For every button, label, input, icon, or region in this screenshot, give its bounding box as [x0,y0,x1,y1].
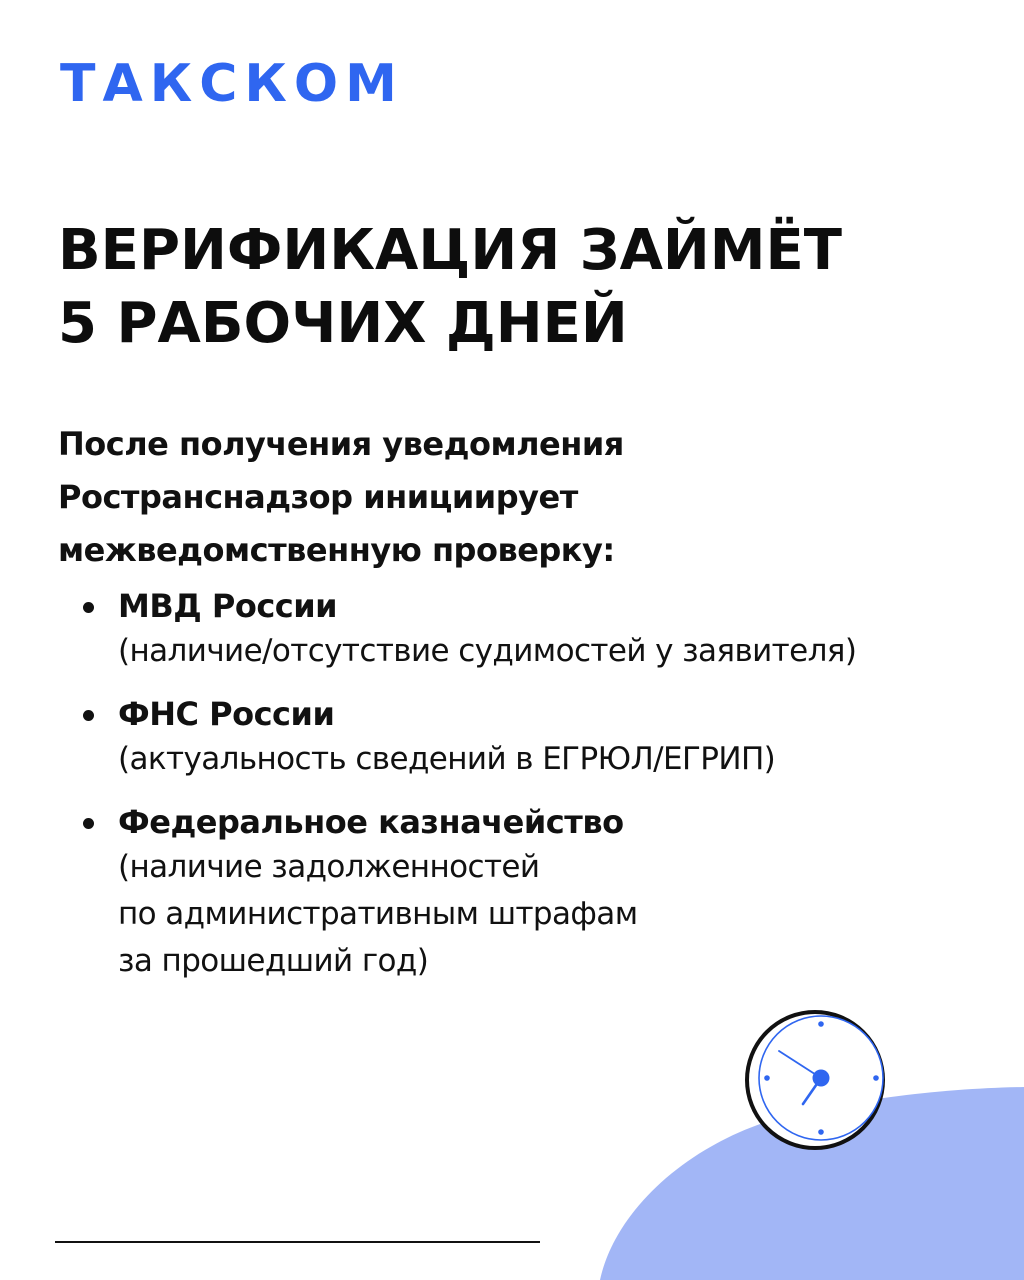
list-item-title: МВД России [118,587,338,625]
intro-line-2: Ространснадзор инициирует [58,478,578,516]
page-title-line-2: 5 РАБОЧИХ ДНЕЙ [58,291,628,356]
list-item-description: (актуальность сведений в ЕГРЮЛ/ЕГРИП) [118,741,776,777]
clock-icon [747,1012,883,1148]
intro-line-1: После получения уведомления [58,425,624,463]
list-item-description: за прошедший год) [118,943,429,979]
list-item-description: по административным штрафам [118,896,638,932]
brand-logo: ТАКСКОМ [60,54,404,114]
list-item-description: (наличие/отсутствие судимостей у заявителя) [118,633,857,669]
divider [55,1241,540,1243]
list-item-description: (наличие задолженностей [118,849,540,885]
intro-line-3: межведомственную проверку: [58,531,615,569]
page-title-line-1: ВЕРИФИКАЦИЯ ЗАЙМЁТ [58,218,842,283]
list-item-title: ФНС России [118,695,335,733]
list-item-title: Федеральное казначейство [118,803,624,841]
